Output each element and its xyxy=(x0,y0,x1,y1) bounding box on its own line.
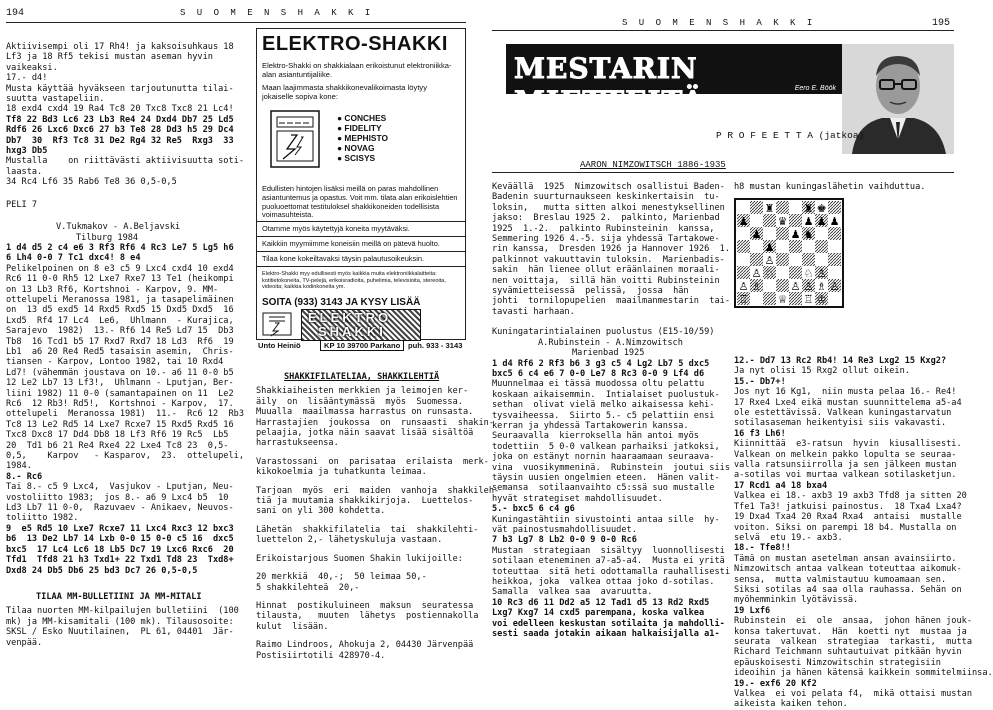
ad-body-1: Edullisten hintojen lisäksi meillä on paras mahdollinen asiantuntemus ja opastus. Voit mm. tilata alan erikoislehtien puoluoettomat testituloksel shakkikoneiden todellisista voimasuhteista. xyxy=(262,184,458,220)
chess-piece: ♟ xyxy=(816,215,827,228)
board-square xyxy=(737,253,750,266)
board-square xyxy=(828,240,841,253)
chess-piece: ♙ xyxy=(764,254,775,267)
commentary-1: Pelikelpoinen on 8 e3 c5 9 Lxc4 cxd4 10 exd4 Rc6 11 0-0 Rh5 12 Lxe7 Rxe7 13 Te1 (heikompi on 13 Lb3 Rf6, Kortshnoi - Karpov, 9. MM- ottelupeli Meranossa 1981, ja tasapelimäinen on 13 d5 exd5 14 Rxd5 Rxd5 15 Dxd5 Dxd5 16 Lxd5 Rf4 17 Lc4 Le6, Uhlmann - Kurajica, Sarajevo 1982) 13.- Rf6 14 Re5 Ld7 15 Db3 Tb8 16 Tcd1 b5 17 Rxd7 Rxd7 18 Ld3 Rf6 19 Lb1 a6 20 Re4 Red5 tasaisin asemin, Chris- tiansen - Karpov, Lontoo 1982, tai 10 Rxd4 Ld7! (vähemmän joustava on 10.- a6 11 0-0 b5 12 Le2 Lb7 13 Lf3!, Uhlmann - Lputjan, Ber- liini 1982) 11 0-0 (samantapainen on 11 Le2 Rc6 12 Rb3! Rd5!, Kortshnoi - Karpov, 17. ottelupeli Meranossa 1981) 11.- Rc6 12 Rb3 Tc8 13 Le2 Rd5 14 Lxe7 Rcxe7 15 Rxd5 Rxd5 16 Txc8 Dxc8 17 Dd4 Db8 18 Lf3 Rf6 19 Rc5 Lb5 20 Td1 b6 21 Re4 Rxe4 22 Lxe4 Tc8 23 0,5- 0,5, Karpov - Kasparov, 23. ottelupeli, 1984. xyxy=(6,263,244,472)
board-square xyxy=(828,266,841,279)
chess-piece: ♟ xyxy=(738,215,749,228)
game-event: Tilburg 1984 xyxy=(76,232,139,243)
filatelia-para-5: Erikoistarjous Suomen Shakin lukijoille: xyxy=(256,553,463,564)
brand-item: ● FIDELITY xyxy=(337,123,388,133)
col2-top: h8 mustan kuningaslähetin vaihduttua. xyxy=(734,182,926,192)
section-title: AARON NIMZOWITSCH 1886-1935 xyxy=(580,160,726,170)
board-square xyxy=(802,253,815,266)
board-square xyxy=(789,240,802,253)
board-square xyxy=(737,201,750,214)
filatelia-signature: Raimo Lindroos, Ahokuja 2, 04430 Järvenpää Postisiirtotili 428970-4. xyxy=(256,640,474,661)
mestarin-mietteita-banner xyxy=(506,44,842,118)
board-square xyxy=(815,227,828,240)
board-square xyxy=(789,292,802,305)
left-header-rule xyxy=(6,22,466,23)
right-column-2-lower xyxy=(734,356,993,710)
right-header-rule xyxy=(492,30,954,31)
game-event-right: Marienbad 1925 xyxy=(572,348,645,359)
ad-title: ELEKTRO-SHAKKI xyxy=(262,33,448,55)
game-label: PELI 7 xyxy=(6,199,38,210)
ad-body-4: Tilaa kone kokeiltavaksi täysin palautusoikeuksin. xyxy=(262,254,424,263)
board-square xyxy=(750,292,763,305)
col2-text-a: Ja nyt olisi 15 Rxg2 ollut oikein. xyxy=(734,366,910,377)
ad-divider xyxy=(257,221,465,222)
col2-move-3: 16 f3 Lh6! xyxy=(734,428,786,439)
ad-body-3: Kaikkiin myymiimme koneisiin meillä on pätevä huolto. xyxy=(262,239,440,248)
ad-divider xyxy=(257,266,465,267)
chess-piece: ♕ xyxy=(777,293,788,306)
col2-move-7: 19.- exf6 20 Kf2 xyxy=(734,678,817,689)
game-moves-right: 1 d4 Rf6 2 Rf3 b6 3 g3 c5 4 Lg2 Lb7 5 dxc5 bxc5 6 c4 e6 7 0-0 Le7 8 Rc3 0-0 9 Lf4 d6 xyxy=(492,358,710,379)
intro-bold-lines: Tf8 22 Bd3 Lc6 23 Lb3 Re4 24 Dxd4 Db7 25 Ld5 Rdf6 26 Lxc6 Dxc6 27 b3 Te8 28 Dd3 h5 29 Dc4 Db7 30 Rf3 Tc8 31 De2 Rg4 32 Re5 Rxg3 33 hxg3 Db5 xyxy=(6,114,234,157)
chess-piece: ♜ xyxy=(764,202,775,215)
col2-text-f: Rubinstein ei ole ansaa, johon hänen jouk- konsa takertuvat. Hän koetti nyt mustaa ja seurata valkean strategiaa tarkasti, mutta Richard Teichmann suhtautuivat pitkään hyvin epäuskoisesti Nimzowitschin strategisiin ideoihin ja hänen kätensä kaikkein sommitelmiinsa. xyxy=(734,616,993,679)
chess-diagram xyxy=(734,198,844,308)
brand-item: ● CONCHES xyxy=(337,113,388,123)
filatelia-para-2: Varastossani on parisataa erilaista merk- kikokoelmia ja tuhatkunta leimaa. xyxy=(256,456,489,478)
ad-footer-phone: puh. 933 - 3143 xyxy=(408,341,463,350)
chess-piece: ♞ xyxy=(803,228,814,241)
chess-piece: ♚ xyxy=(816,202,827,215)
chess-piece: ♙ xyxy=(738,280,749,293)
col2-move-4: 17 Rcd1 a4 18 bxa4 xyxy=(734,480,828,491)
ad-fine-print: Elektro-Shakki myy edullisesti myös kaikkia muita elektroniikkalaitteita: kotitietokoneita, TV-pelejä, erikoisradioita, puhelimia, televisioita, stereoita, videoita; kaikkia kodinkoneita ym. xyxy=(262,271,446,291)
filatelia-para-3: Tarjoan myös eri maiden vanhoja shakkileh- tiä ja muutamia shakkikirjoja. Luettelos- sani on yli 300 kohdetta. xyxy=(256,485,500,517)
ad-logo-word-2: SHAKKI xyxy=(318,324,386,339)
chess-piece: ♜ xyxy=(803,202,814,215)
brand-item: ● MEPHISTO xyxy=(337,133,388,143)
ad-logo-word-1: ELEKTRO xyxy=(308,310,392,325)
col2-text-g: Valkea ei voi pelata f4, mikä ottaisi mustan aikeista kaiken tehon. xyxy=(734,689,972,710)
banner-title: MESTARIN MIETTEITÄ xyxy=(514,52,705,118)
ad-phone-line: SOITA (933) 3143 JA KYSY LISÄÄ xyxy=(262,297,421,308)
chess-piece: ♙ xyxy=(803,280,814,293)
ad-body-2: Otamme myös käytettyjä koneita myytäväksi. xyxy=(262,224,410,233)
board-square xyxy=(776,201,789,214)
col2-text-e: Tämä on mustan asetelman ansan avainsiirto. Nimzowitsch antaa valkean toteuttaa aikomuk- sensa, mutta valmistautuu kumoamaan sen. Siksi sotilas a4 saa olla rauhassa. Sehän on myöhemminkin lyötävissä. xyxy=(734,553,962,606)
ad-logo-machine-icon xyxy=(261,311,293,337)
board-square xyxy=(789,266,802,279)
board-square xyxy=(789,214,802,227)
intro-lines: Aktiivisempi oli 17 Rh4! ja kaksoisuhkaus 18 Lf3 ja 18 Rf5 tekisi mustan aseman hyvin vaikeaksi. 17.- d4! Musta käyttää hyväkseen tarjoutunutta tilai- suutta vastapeliin. 18 exd4 cxd4 19 Ra4 Tc8 20 Txc8 Txc8 21 Lc4! xyxy=(6,42,234,115)
filatelia-para-4: Lähetän shakkifilatelia tai shakkilehti- luettelon 2,- lähetyskuluja vastaan. xyxy=(256,524,479,546)
ad-intro-2: Maan laajimmasta shakkikonevalikoimasta löytyy jokaiselle sopiva kone: xyxy=(262,83,428,101)
series-title: P R O F E E T T A (jatkoa) xyxy=(716,130,865,141)
left-page-number: 194 xyxy=(6,8,25,19)
board-square xyxy=(776,240,789,253)
ad-intro: Elektro-Shakki on shakkialaan erikoistunut elektroniikka-alan asiantuntijaliike. xyxy=(262,61,452,79)
ad-footer-box: KP 10 39700 Parkano xyxy=(320,340,404,351)
filatelia-column xyxy=(256,372,500,661)
right-column-1 xyxy=(492,182,730,640)
chess-piece: ♔ xyxy=(816,293,827,306)
ad-divider xyxy=(257,236,465,237)
board-square xyxy=(789,253,802,266)
board-square xyxy=(763,227,776,240)
col2-text-d: Valkea ei 18.- axb3 19 axb3 Tfd8 ja sitten 20 Tfe1 Ta3! jatkuisi painostus. 18 Txa4 Lxa4? 19 Dxa4 Txa4 20 Rxa4 Rxa4 antaisi mustalle voiton. Siksi on parempi 18 b4. Mustalla on selvä etu 19.- axb3. xyxy=(734,491,967,543)
chess-piece: ♖ xyxy=(738,293,749,306)
intro-tail-lines: Mustalla on riittävästi aktiivisuutta soti- laasta. 34 Rc4 Lf6 35 Rab6 Te8 36 0,5-0,5 xyxy=(6,156,244,188)
section-rule xyxy=(492,172,954,173)
board-square xyxy=(750,240,763,253)
game-players-right: A.Rubinstein - A.Nimzowitsch xyxy=(538,337,683,348)
col2-move-1: 12.- Dd7 13 Rc2 Rb4! 14 Re3 Lxg2 15 Kxg2? xyxy=(734,356,947,366)
chess-piece: ♟ xyxy=(751,228,762,241)
bulletin-text: Tilaa nuorten MM-kilpailujen bulletiini (100 mk) ja MM-kisamitali (100 mk). Tilausosoite: SKSL / Esko Nuutilainen, PL 61, 04401 Jär- venpää. xyxy=(6,606,239,648)
ad-footer-name: Unto Heiniö xyxy=(258,341,301,350)
nimzo-bio: Keväällä 1925 Nimzowitsch osallistui Baden- Badenin suurturnaukseen keskinkertaisin tu- loksin, mutta sitten alkoi menestyksellinen jakso: Breslau 1925 2. palkinto, Marienbad 1925 1.-2. palkinto Rubinsteinin kanssa, Semmering 1926 4.-5. sija yhdessä Tartakowe- rin kanssa, Dresden 1926 ja Hannover 1926 1. palkinnot vakuuttavin tuloksin. Marienbadis- sakin hän lienee ollut eräänlainen moraali- nen voittaja, sillä hän voitti Rubinsteinin syvämietteisessä pelissä, jossa hän johti tornilopupelien maailmanmestarin tai- tavasti harhaan. xyxy=(492,182,730,317)
chess-piece: ♛ xyxy=(777,215,788,228)
filatelia-para-6: Hinnat postikuluineen maksun seuratessa tilausta, muuten lähetys postiennakolla kulut lisään. xyxy=(256,600,479,632)
chess-piece: ♟ xyxy=(790,228,801,241)
col2-move-6: 19 Lxf6 xyxy=(734,605,771,616)
chess-piece: ♗ xyxy=(816,280,827,293)
opening-moves: 1 d4 d5 2 c4 e6 3 Rf3 Rf6 4 Rc3 Le7 5 Lg5 h6 6 Lh4 0-0 7 Tc1 dxc4! 8 e4 xyxy=(6,242,234,264)
board-square xyxy=(776,227,789,240)
chess-piece: ♘ xyxy=(764,267,775,280)
game-text-right-3: Mustan strategiaan sisältyy luonnollisesti sotilaan eteneminen a7-a5-a4. Musta ei yritä toteuttaa sitä heti odottamalla rauhallisesti heikkoa, joka valkea ottaa joko d-sotilas. Samalla valkea saa avaruutta. xyxy=(492,545,730,598)
game-source: Kuningatarintialainen puolustus (E15-10/59) xyxy=(492,327,715,338)
board-square xyxy=(737,227,750,240)
chess-machine-illustration xyxy=(267,107,323,171)
left-running-head: S U O M E N S H A K K I xyxy=(180,8,374,18)
board-square xyxy=(750,253,763,266)
brand-list xyxy=(337,113,388,163)
commentary-2: Tai 8.- c5 9 Lxc4, Vasjukov - Lputjan, Neu- vostoliitto 1983; jos 8.- a6 9 Lxc4 b5 10 Ld3 Lb7 11 0-0, Razuvaev - Anikaev, Neuvos- toliitto 1982. xyxy=(6,482,234,524)
banner-author: Eero E. Böök xyxy=(794,85,836,92)
chess-piece: ♙ xyxy=(816,267,827,280)
right-column-2 xyxy=(734,182,956,192)
game-moves-right-2: 7 b3 Lg7 8 Lb2 0-0 9 0-0 Rc6 xyxy=(492,535,637,546)
chess-piece: ♟ xyxy=(764,241,775,254)
left-column-text xyxy=(6,42,250,648)
game-text-right: Muunnelmaa ei tässä muodossa oltu pelattu koskaan aikaisemmin. Intialaiset puolustuk- sethan olivat vielä melko aikaisessa kehi- tysvaiheessa. Siirto 5.- c5 pelattiin ensi kerran ja yhdessä Tartakowerin kanssa. Seuraavalla kierroksella hän antoi myös todettiin 5 0-0 valkean parhaiksi jatkoksi, joka on estänyt nornin haaraamaan seuraava- vina vuosikymmeninä. Rubinstein joutui siis täysin uusien ongelmien eteen. Hänen valit- semansa sotilaanvaihto c5:ssä suo mustalle hyvät strategiset mahdollisuudet. xyxy=(492,379,730,504)
board-square xyxy=(763,279,776,292)
board-square xyxy=(789,201,802,214)
ad-logo xyxy=(301,309,421,341)
filatelia-para-1: Shakkiaiheisten merkkien ja leimojen ker- äily on lisääntymässä myös Suomessa. Muualla maailmassa harrastus on runsasta. Harrastajien joukossa on runsaasti shakin- pelaajia, jotka näin saavat lisää sisältöä harrastukseensa. xyxy=(256,386,494,449)
board-square xyxy=(828,292,841,305)
chess-piece: ♖ xyxy=(803,293,814,306)
game-moves-right-3: 10 Rc3 d6 11 Dd2 a5 12 Tad1 d5 13 Rd2 Rxd5 Lxg7 Kxg7 14 cxd5 parempana, koska valkea voi edelleen keskustan sotilaita ja mahdolli- sesti saada jotakin aikaan halkaisijalla a1- xyxy=(492,597,725,640)
chess-piece: ♙ xyxy=(751,267,762,280)
chess-piece: ♟ xyxy=(829,215,840,228)
game-players: V.Tukmakov - A.Beljavski xyxy=(56,222,181,233)
col2-move-2: 15.- Db7+! xyxy=(734,376,786,387)
board-square xyxy=(750,214,763,227)
final-moves: 9 e5 Rd5 10 Lxe7 Rcxe7 11 Lxc4 Rxc3 12 bxc3 b6 13 De2 Lb7 14 Lxb 0-0 15 0-0 c5 16 dxc5 bxc5 17 Lc4 Lc6 18 Lb5 Dc7 19 Lxc6 Rxc6 20 Tfd1 Tfd8 21 h3 Txd1+ 22 Txd1 Td8 23 Txd8+ Dxd8 24 Db5 Db6 25 bd3 Dc7 26 0,5-0,5 xyxy=(6,523,234,576)
move-8c: 8.- Rc6 xyxy=(6,471,43,482)
board-square xyxy=(828,253,841,266)
col2-move-5: 18.- Tfe8!! xyxy=(734,543,791,554)
chess-piece: ♙ xyxy=(829,280,840,293)
ad-divider xyxy=(257,251,465,252)
brand-item: ● NOVAG xyxy=(337,143,388,153)
board-square xyxy=(776,266,789,279)
board-square xyxy=(763,292,776,305)
board-square xyxy=(763,214,776,227)
elektro-shakki-ad xyxy=(256,28,466,340)
right-running-head: S U O M E N S H A K K I xyxy=(622,18,816,28)
ad-footer xyxy=(256,340,466,352)
board-square xyxy=(802,240,815,253)
board-square xyxy=(750,201,763,214)
game-text-right-2: Kuningastähtiin sivustointi antaa sille hy- vät painostusmahdollisuudet. xyxy=(492,514,720,535)
chess-piece: ♗ xyxy=(751,280,762,293)
board-square xyxy=(828,227,841,240)
chess-piece: ♟ xyxy=(803,215,814,228)
filatelia-title: SHAKKIFILATELIAA, SHAKKILEHTIÄ xyxy=(284,372,440,382)
col2-text-b: Jos nyt 16 Kg1, niin musta pelaa 16.- Re4! 17 Rxe4 Lxe4 eikä mustan suunnittelema a5-a4 ole estettävissä. Valkean kuningastarvatun sotilasaseman heikentyisi siis vakavasti. xyxy=(734,387,962,429)
bulletin-title: TILAA MM-BULLETIINI JA MM-MITALI xyxy=(36,591,202,602)
board-square xyxy=(776,279,789,292)
chess-piece: ♙ xyxy=(790,280,801,293)
board-square xyxy=(815,253,828,266)
right-page-number: 195 xyxy=(932,18,951,29)
move-5b: 5.- bxc5 6 c4 g6 xyxy=(492,504,575,515)
board-square xyxy=(815,240,828,253)
board-square xyxy=(737,266,750,279)
board-square xyxy=(828,201,841,214)
board-square xyxy=(776,253,789,266)
filatelia-offer: 20 merkkiä 40,-; 50 leimaa 50,- 5 shakkilehteä 20,- xyxy=(256,572,427,593)
brand-item: ● SCISYS xyxy=(337,153,388,163)
board-square xyxy=(737,240,750,253)
chess-piece: ♘ xyxy=(803,267,814,280)
col2-text-c: Kiinnittää e3-ratsun hyvin kiusallisesti. Valkean on melkein pakko lopulta se seuraa- valla ratsunsiirrolla ja sen jälkeen mustan a-sotilas voi murtaa valkean sotilasketjun. xyxy=(734,439,962,481)
